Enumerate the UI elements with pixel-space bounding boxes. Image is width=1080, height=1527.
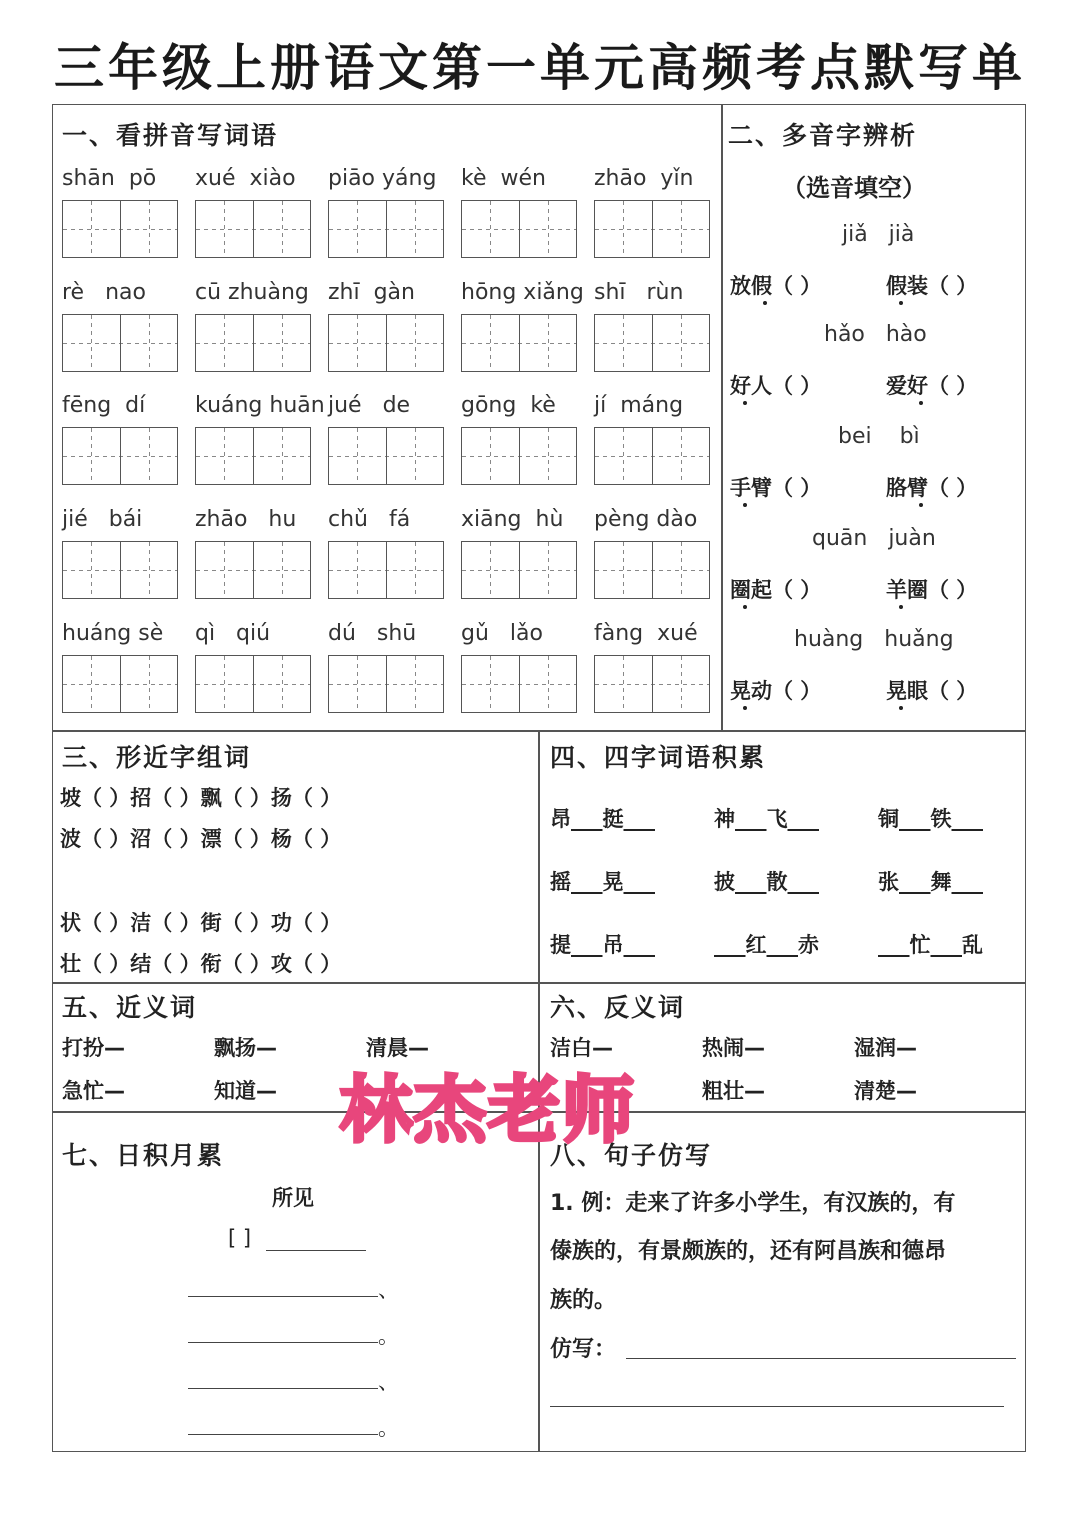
writing-grid (461, 655, 577, 713)
author-line (266, 1250, 366, 1251)
polyphone-item: 放假（ ） (730, 274, 822, 298)
page-title: 三年级上册语文第一单元高频考点默写单 (54, 39, 1026, 97)
idiom-item: 提___吊___ (550, 933, 655, 957)
antonym-item: 洁白— (550, 1036, 613, 1060)
pinyin-label: hōng xiǎng (461, 280, 584, 305)
section-4-heading: 四、四字词语积累 (550, 743, 767, 772)
writing-grid (62, 314, 178, 372)
writing-grid (328, 427, 444, 485)
poem-line (188, 1342, 378, 1343)
pinyin-label: cū zhuàng (195, 280, 309, 305)
pinyin-label: jié bái (62, 507, 143, 532)
writing-grid (328, 200, 444, 258)
emphasis-dot (899, 706, 903, 710)
polyphone-pinyin: bei bì (838, 424, 920, 449)
pinyin-label: dú shū (328, 621, 417, 646)
answer-line (626, 1358, 1016, 1359)
writing-grid (62, 655, 178, 713)
author-bracket: [ ] (228, 1226, 252, 1250)
idiom-item: 张___舞___ (878, 870, 983, 894)
polyphone-item: 手臂（ ） (730, 476, 822, 500)
writing-grid (195, 314, 311, 372)
writing-grid (328, 314, 444, 372)
emphasis-dot (763, 301, 767, 305)
pinyin-label: zhī gàn (328, 280, 415, 305)
idiom-item: ___忙___乱 (878, 933, 983, 957)
section-1-heading: 一、看拼音写词语 (62, 121, 279, 150)
pinyin-label: kuáng huān (195, 393, 325, 418)
word-line: 状（ ）洁（ ）街（ ）功（ ） (60, 911, 342, 935)
poem-line (188, 1388, 378, 1389)
idiom-item: ___红___赤 (714, 933, 819, 957)
emphasis-dot (743, 706, 747, 710)
polyphone-item: 假装（ ） (886, 274, 978, 298)
pinyin-label: xiāng hù (461, 507, 564, 532)
section-8-heading: 八、句子仿写 (550, 1141, 713, 1170)
poem-punct: 。 (378, 1324, 399, 1348)
antonym-item: 粗壮— (702, 1079, 765, 1103)
pinyin-label: qì qiú (195, 621, 271, 646)
section-7-heading: 七、日积月累 (62, 1141, 225, 1170)
writing-grid (594, 541, 710, 599)
pinyin-label: gōng kè (461, 393, 556, 418)
example-line: 1. 例：走来了许多小学生，有汉族的，有 (550, 1191, 956, 1216)
pinyin-label: fēng dí (62, 393, 146, 418)
writing-grid (328, 541, 444, 599)
word-line: 坡（ ）招（ ）飘（ ）扬（ ） (60, 786, 342, 810)
idiom-item: 神___飞___ (714, 807, 819, 831)
synonym-item: 急忙— (62, 1079, 125, 1103)
synonym-item: 清晨— (366, 1036, 429, 1060)
pinyin-label: rè nao (62, 280, 146, 305)
pinyin-label: gǔ lǎo (461, 621, 543, 646)
imitate-prompt: 仿写： (550, 1337, 617, 1362)
polyphone-item: 羊圈（ ） (886, 578, 978, 602)
writing-grid (461, 314, 577, 372)
synonym-item: 打扮— (62, 1036, 125, 1060)
writing-grid (195, 655, 311, 713)
poem-line (188, 1434, 378, 1435)
writing-grid (461, 427, 577, 485)
pinyin-label: huáng sè (62, 621, 164, 646)
pinyin-label: xué xiào (195, 166, 296, 191)
pinyin-label: chǔ fá (328, 507, 411, 532)
polyphone-item: 晃眼（ ） (886, 679, 978, 703)
antonym-item: 清楚— (854, 1079, 917, 1103)
divider (721, 104, 723, 730)
pinyin-label: shān pō (62, 166, 157, 191)
pinyin-label: jí máng (594, 393, 684, 418)
pinyin-label: zhāo yǐn (594, 166, 694, 191)
writing-grid (594, 427, 710, 485)
polyphone-pinyin: jiǎ jià (842, 222, 915, 247)
pinyin-label: zhāo hu (195, 507, 297, 532)
poem-title: 所见 (272, 1186, 314, 1210)
emphasis-dot (919, 503, 923, 507)
emphasis-dot (899, 301, 903, 305)
pinyin-label: jué de (328, 393, 411, 418)
divider (52, 982, 1026, 984)
section-2-subtitle: （选音填空） (782, 174, 926, 202)
writing-grid (594, 200, 710, 258)
polyphone-item: 爱好（ ） (886, 374, 978, 398)
poem-punct: 、 (378, 1278, 399, 1302)
section-5-heading: 五、近义词 (62, 993, 198, 1022)
polyphone-pinyin: hǎo hào (824, 322, 927, 347)
pinyin-label: kè wén (461, 166, 546, 191)
polyphone-pinyin: huàng huǎng (794, 627, 954, 652)
polyphone-item: 晃动（ ） (730, 679, 822, 703)
pinyin-label: fàng xué (594, 621, 698, 646)
section-2-heading: 二、多音字辨析 (728, 121, 918, 150)
emphasis-dot (743, 503, 747, 507)
writing-grid (461, 541, 577, 599)
writing-grid (62, 427, 178, 485)
poem-line (188, 1296, 378, 1297)
polyphone-pinyin: quān juàn (812, 526, 936, 551)
answer-line (550, 1406, 1004, 1407)
emphasis-dot (919, 401, 923, 405)
idiom-item: 披___散___ (714, 870, 819, 894)
writing-grid (461, 200, 577, 258)
emphasis-dot (743, 605, 747, 609)
synonym-item: 知道— (214, 1079, 277, 1103)
watermark: 林杰老师 (340, 1068, 637, 1152)
idiom-item: 铜___铁___ (878, 807, 983, 831)
writing-grid (195, 200, 311, 258)
emphasis-dot (743, 401, 747, 405)
section-6-heading: 六、反义词 (550, 993, 686, 1022)
writing-grid (62, 200, 178, 258)
antonym-item: 湿润— (854, 1036, 917, 1060)
polyphone-item: 圈起（ ） (730, 578, 822, 602)
writing-grid (594, 655, 710, 713)
poem-punct: 、 (378, 1370, 399, 1394)
idiom-item: 摇___晃___ (550, 870, 655, 894)
writing-grid (328, 655, 444, 713)
emphasis-dot (899, 605, 903, 609)
synonym-item: 飘扬— (214, 1036, 277, 1060)
word-line: 壮（ ）结（ ）衔（ ）攻（ ） (60, 952, 342, 976)
example-line: 族的。 (550, 1288, 617, 1313)
writing-grid (594, 314, 710, 372)
poem-punct: 。 (378, 1416, 399, 1440)
example-line: 傣族的，有景颇族的，还有阿昌族和德昂 (550, 1239, 947, 1264)
antonym-item: 热闹— (702, 1036, 765, 1060)
idiom-item: 昂___挺___ (550, 807, 655, 831)
pinyin-label: shī rùn (594, 280, 684, 305)
pinyin-label: piāo yáng (328, 166, 437, 191)
word-line: 波（ ）沼（ ）漂（ ）杨（ ） (60, 827, 342, 851)
polyphone-item: 胳臂（ ） (886, 476, 978, 500)
writing-grid (195, 427, 311, 485)
writing-grid (195, 541, 311, 599)
section-3-heading: 三、形近字组词 (62, 743, 252, 772)
pinyin-label: pèng dào (594, 507, 698, 532)
polyphone-item: 好人（ ） (730, 374, 822, 398)
writing-grid (62, 541, 178, 599)
